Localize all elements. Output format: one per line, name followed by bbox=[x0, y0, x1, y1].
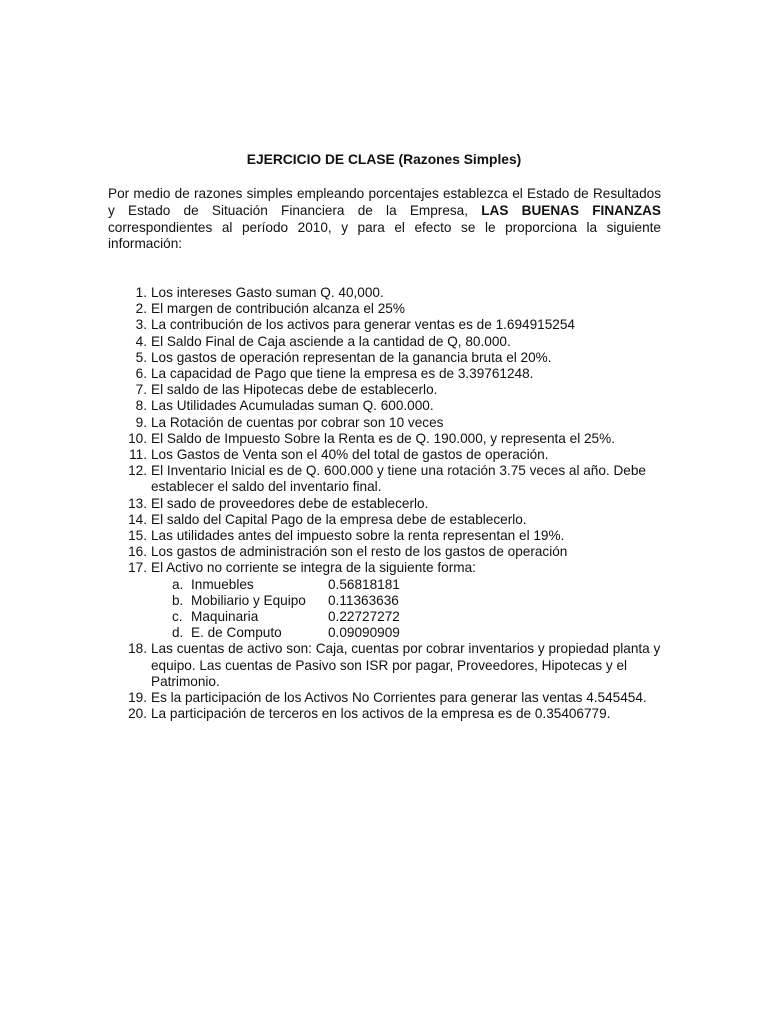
sub-list-item bbox=[151, 593, 668, 609]
list-item-text: El Saldo de Impuesto Sobre la Renta es de Q. 190.000, y representa el 25%. bbox=[151, 430, 615, 446]
list-item bbox=[108, 544, 668, 560]
list-item bbox=[108, 560, 668, 641]
list-item bbox=[108, 366, 668, 382]
numbered-list bbox=[108, 285, 668, 722]
list-item bbox=[108, 415, 668, 431]
list-item-number: 1. bbox=[135, 285, 147, 300]
list-item-number: 7. bbox=[135, 382, 147, 398]
list-item-text: El Inventario Inicial es de Q. 600.000 y tiene una rotación 3.75 veces al año. Debe establecer el saldo del inventario final. bbox=[151, 463, 646, 495]
list-item-number: 12. bbox=[128, 463, 147, 479]
list-item-text: Las utilidades antes del impuesto sobre la renta representan el 19%. bbox=[151, 528, 565, 544]
list-item-number: 11. bbox=[129, 447, 147, 463]
list-item-text: Los Gastos de Venta son el 40% del total de gastos de operación. bbox=[151, 447, 549, 463]
list-item-number: 4. bbox=[135, 333, 147, 349]
list-item-text: El Saldo Final de Caja asciende a la cantidad de Q, 80.000. bbox=[151, 333, 511, 349]
sub-item-value: 0.56818181 bbox=[328, 576, 400, 592]
list-item-text: Los intereses Gasto suman Q. 40,000. bbox=[151, 285, 384, 300]
list-item-text: La participación de terceros en los activos de la empresa es de 0.35406779. bbox=[151, 706, 611, 722]
list-item bbox=[108, 285, 668, 301]
list-item bbox=[108, 382, 668, 398]
list-item-text: Los gastos de operación representan de la ganancia bruta el 20%. bbox=[151, 349, 552, 365]
intro-text-part1: Por medio de razones simples empleando porcentajes establezca el Estado de Resultados y Estado de Situación Financiera de la Empresa, bbox=[108, 186, 661, 218]
list-item-text: La capacidad de Pago que tiene la empresa es de 3.39761248. bbox=[151, 366, 534, 382]
sub-item-value: 0.22727272 bbox=[328, 609, 400, 625]
list-item-number: 16. bbox=[128, 544, 147, 560]
list-item-number: 15. bbox=[128, 528, 147, 544]
list-item bbox=[108, 528, 668, 544]
list-item bbox=[108, 447, 668, 463]
sub-list-item bbox=[151, 609, 668, 625]
sub-item-letter: a. bbox=[172, 576, 184, 592]
sub-item-label: Maquinaria bbox=[191, 609, 259, 625]
sub-item-letter: d. bbox=[172, 625, 184, 641]
sub-item-value: 0.11363636 bbox=[328, 592, 399, 608]
sub-item-value: 0.09090909 bbox=[328, 625, 400, 641]
sub-list-item bbox=[151, 577, 668, 593]
list-item bbox=[108, 301, 668, 317]
company-name: LAS BUENAS FINANZAS bbox=[481, 202, 661, 218]
list-item-number: 10. bbox=[128, 430, 147, 446]
sub-item-label: E. de Computo bbox=[191, 625, 282, 641]
list-item-number: 5. bbox=[135, 349, 147, 365]
list-item bbox=[108, 706, 668, 722]
list-item-number: 19. bbox=[128, 690, 147, 706]
list-item-number: 2. bbox=[135, 301, 147, 317]
list-item bbox=[108, 350, 668, 366]
list-item bbox=[108, 690, 668, 706]
list-item-text: El margen de contribución alcanza el 25% bbox=[151, 301, 405, 317]
list-item-text: La contribución de los activos para generar ventas es de 1.694915254 bbox=[151, 317, 575, 333]
list-item bbox=[108, 496, 668, 512]
list-item bbox=[108, 398, 668, 414]
list-item-text: Las Utilidades Acumuladas suman Q. 600.000. bbox=[151, 398, 434, 414]
list-item-number: 20. bbox=[128, 706, 147, 722]
list-item-text: Los gastos de administración son el resto de los gastos de operación bbox=[151, 544, 568, 560]
list-item bbox=[108, 431, 668, 447]
list-item-number: 17. bbox=[128, 560, 147, 576]
list-item bbox=[108, 334, 668, 350]
list-item-number: 8. bbox=[135, 398, 147, 414]
intro-text-part2: correspondientes al período 2010, y para el efecto se le proporciona la siguiente información: bbox=[108, 219, 661, 252]
list-item-text: El saldo del Capital Pago de la empresa debe de establecerlo. bbox=[151, 511, 527, 527]
list-item bbox=[108, 463, 668, 495]
sub-item-label: Mobiliario y Equipo bbox=[191, 592, 306, 608]
document-title: EJERCICIO DE CLASE (Razones Simples) bbox=[246, 152, 522, 167]
list-item-text: El saldo de las Hipotecas debe de establecerlo. bbox=[151, 382, 438, 398]
sub-list-item bbox=[151, 625, 668, 641]
sub-item-letter: c. bbox=[172, 609, 183, 625]
sub-list bbox=[151, 577, 668, 642]
sub-item-letter: b. bbox=[172, 592, 184, 608]
list-item-text: La Rotación de cuentas por cobrar son 10 veces bbox=[151, 414, 444, 430]
list-item bbox=[108, 641, 668, 690]
list-item bbox=[108, 317, 668, 333]
intro-paragraph bbox=[108, 186, 661, 253]
list-item-text: El Activo no corriente se integra de la siguiente forma: bbox=[151, 560, 476, 576]
list-item-number: 6. bbox=[135, 366, 147, 382]
list-item-number: 9. bbox=[135, 414, 147, 430]
list-item-number: 18. bbox=[128, 641, 147, 657]
list-item-text: El sado de proveedores debe de establecerlo. bbox=[151, 495, 429, 511]
list-item-number: 3. bbox=[135, 317, 147, 333]
sub-item-label: Inmuebles bbox=[191, 576, 254, 592]
list-item-number: 13. bbox=[128, 495, 147, 511]
list-item bbox=[108, 512, 668, 528]
list-item-text: Es la participación de los Activos No Corrientes para generar las ventas 4.545454. bbox=[151, 690, 647, 706]
list-item-text: Las cuentas de activo son: Caja, cuentas por cobrar inventarios y propiedad planta y equipo. Las cuentas de Pasivo son ISR por pagar, Proveedores, Hipotecas y el Patrimonio. bbox=[151, 641, 661, 689]
list-item-number: 14. bbox=[128, 511, 147, 527]
